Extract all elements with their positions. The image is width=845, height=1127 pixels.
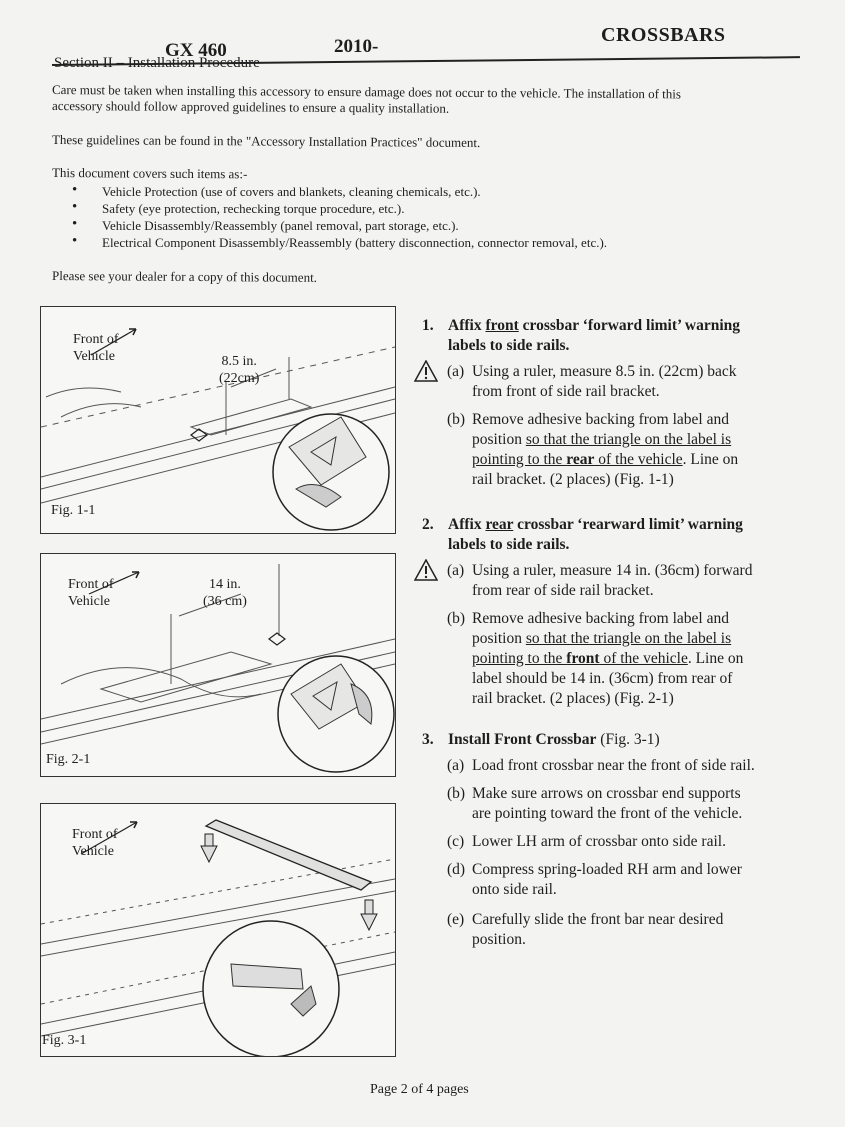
step-1b: (b) Remove adhesive backing from label and position so that the triangle on the label is pointing to the rear of the vehicle. Line on rail bracket. (2 places) (Fig. 1-1) <box>447 411 739 488</box>
front-of-vehicle-label: Front of Vehicle <box>73 332 119 364</box>
measurement-label: 14 in. (36 cm) <box>203 577 247 609</box>
warning-icon <box>414 559 438 581</box>
covered-items-list <box>72 183 607 251</box>
step-3b: (b) Make sure arrows on crossbar end supports are pointing toward the front of the vehicle. <box>447 785 743 822</box>
figure-caption: Fig. 1-1 <box>51 503 96 518</box>
step-3 <box>422 730 807 950</box>
covers-text: This document covers such items as:- <box>51 165 248 182</box>
step-1-heading: 1. Affix front crossbar ‘forward limit’ warning <box>422 317 741 334</box>
figure-2-1 <box>40 553 396 777</box>
care-text-line1: Care must be taken when installing this accessory to ensure damage does not occur to the vehicle. The installation of this <box>51 82 682 102</box>
step-1: 1. Affix front crossbar ‘forward limit’ warning labels to side rails. (a) Using a ruler, measure 8.5 in. (22cm) back from front of side rail bracket. (b) Remove adhesive backing from label and position so that the triangle on the label is pointing to the rear of the vehicle. Line on rail bracket. (2 places) (Fig. 1-1) <box>422 316 807 490</box>
dealer-text: Please see your dealer for a copy of this document. <box>51 268 318 285</box>
document-title: CROSSBARS <box>601 24 726 46</box>
warning-icon <box>414 360 438 382</box>
list-item: • Vehicle Disassembly/Reassembly (panel removal, part storage, etc.). <box>72 217 607 234</box>
figure-1-1 <box>40 306 396 534</box>
step-3d: (d) Compress spring-loaded RH arm and lower onto side rail. <box>447 861 742 898</box>
list-item: • Safety (eye protection, rechecking torque procedure, etc.). <box>72 200 607 217</box>
step-2a: (a) Using a ruler, measure 14 in. (36cm) forward from rear of side rail bracket. <box>422 561 807 601</box>
figure-caption: Fig. 3-1 <box>42 1033 87 1048</box>
step-2b: (b) Remove adhesive backing from label and position so that the triangle on the label is pointing to the front of the vehicle. Line on label should be 14 in. (36cm) from rear of rail bracket. (2 places) (Fig. 2-1) <box>447 610 744 707</box>
list-item: • Vehicle Protection (use of covers and blankets, cleaning chemicals, etc.). <box>72 183 607 200</box>
step-3e: (e) Carefully slide the front bar near desired position. <box>447 911 724 948</box>
step-3-heading: 3. Install Front Crossbar (Fig. 3-1) <box>422 731 660 748</box>
front-of-vehicle-label: Front of Vehicle <box>72 827 118 859</box>
step-1a: (a) Using a ruler, measure 8.5 in. (22cm) back from front of side rail bracket. <box>422 362 807 402</box>
figure-caption: Fig. 2-1 <box>46 752 91 767</box>
list-item: • Electrical Component Disassembly/Reassembly (battery disconnection, connector removal, etc.). <box>72 234 607 251</box>
page-number: Page 2 of 4 pages <box>370 1082 469 1097</box>
step-3c: (c) Lower LH arm of crossbar onto side rail. <box>447 833 726 850</box>
model-name: GX 460 <box>165 40 227 61</box>
front-of-vehicle-label: Front of Vehicle <box>68 577 114 609</box>
guidelines-text: These guidelines can be found in the "Accessory Installation Practices" document. <box>51 132 481 150</box>
step-2-heading: 2. Affix rear crossbar ‘rearward limit’ warning <box>422 516 743 533</box>
step-2: 2. Affix rear crossbar ‘rearward limit’ warning labels to side rails. (a) Using a ruler, measure 14 in. (36cm) forward from rear of side rail bracket. (b) Remove adhesive backing from label and position so that the triangle on the label is pointing to the front of the vehicle. Line on label should be 14 in. (36cm) from rear of rail bracket. (2 places) (Fig. 2-1) <box>422 515 807 709</box>
figure-3-1 <box>40 803 396 1057</box>
measurement-label: 8.5 in. (22cm) <box>219 354 260 386</box>
step-3a: (a) Load front crossbar near the front of side rail. <box>447 757 755 774</box>
model-year: 2010- <box>334 36 379 57</box>
care-text-line2: accessory should follow approved guidelines to ensure a quality installation. <box>51 98 450 116</box>
